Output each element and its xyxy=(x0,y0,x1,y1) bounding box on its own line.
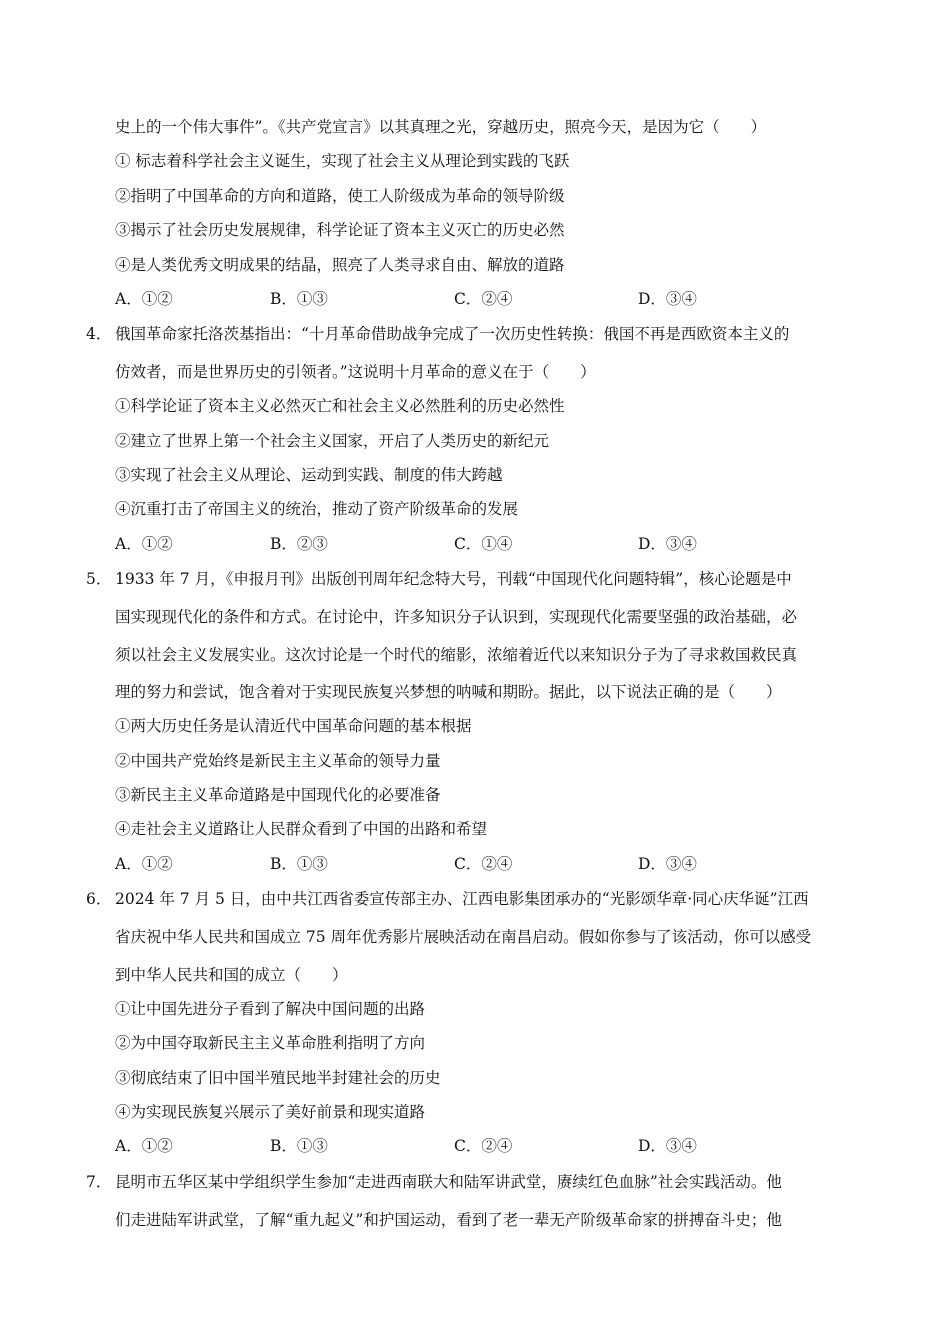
q6-item: ②为中国夺取新民主主义革命胜利指明了方向 xyxy=(115,1034,426,1052)
q5-item: ③新民主主义革命道路是中国现代化的必要准备 xyxy=(115,786,441,804)
q4-option-c: C．①④ xyxy=(454,535,513,553)
q4-item: ③实现了社会主义从理论、运动到实践、制度的伟大跨越 xyxy=(115,466,503,484)
q3-item: ②指明了中国革命的方向和道路，使工人阶级成为革命的领导阶级 xyxy=(115,187,565,205)
q4-stem-line: 俄国革命家托洛茨基指出：“十月革命借助战争完成了一次历史性转换：俄国不再是西欧资本主义的 xyxy=(115,325,790,343)
q4-option-a: A．①② xyxy=(115,535,173,553)
q3-item: ④是人类优秀文明成果的结晶，照亮了人类寻求自由、解放的道路 xyxy=(115,256,565,274)
q6-option-c: C．②④ xyxy=(454,1137,513,1155)
q6-option-d: D．③④ xyxy=(638,1137,697,1155)
q3-option-d: D．③④ xyxy=(638,290,697,308)
q3-item: ③揭示了社会历史发展规律，科学论证了资本主义灭亡的历史必然 xyxy=(115,221,565,239)
q6-stem-line: 到中华人民共和国的成立（ ） xyxy=(115,966,348,984)
q3-item: ① 标志着科学社会主义诞生，实现了社会主义从理论到实践的飞跃 xyxy=(115,152,570,170)
q6-option-a: A．①② xyxy=(115,1137,173,1155)
q6-item: ④为实现民族复兴展示了美好前景和现实道路 xyxy=(115,1103,426,1121)
q4-item: ④沉重打击了帝国主义的统治，推动了资产阶级革命的发展 xyxy=(115,500,519,518)
q5-stem-line: 1933 年 7 月，《申报月刊》出版创刊周年纪念特大号，刊载“中国现代化问题特辑”，核心论题是中 xyxy=(115,570,792,588)
q5-option-a: A．①② xyxy=(115,855,173,873)
q5-option-c: C．②④ xyxy=(454,855,513,873)
q6-stem-line: 省庆祝中华人民共和国成立 75 周年优秀影片展映活动在南昌启动。假如你参与了该活动，你可以感受 xyxy=(115,928,812,946)
q5-stem-line: 须以社会主义发展实业。这次讨论是一个时代的缩影，浓缩着近代以来知识分子为了寻求救国救民真 xyxy=(115,646,798,664)
q6-number: 6． xyxy=(86,890,112,908)
q5-option-b: B．①③ xyxy=(270,855,328,873)
q5-stem-line: 国实现现代化的条件和方式。在讨论中，许多知识分子认识到，实现现代化需要坚强的政治基础，必 xyxy=(115,608,798,626)
q3-stem-line: 史上的一个伟大事件”。《共产党宣言》以其真理之光，穿越历史，照亮今天，是因为它（ ） xyxy=(115,118,767,136)
q7-number: 7． xyxy=(86,1173,112,1191)
q6-item: ①让中国先进分子看到了解决中国问题的出路 xyxy=(115,1000,426,1018)
q5-item: ①两大历史任务是认清近代中国革命问题的基本根据 xyxy=(115,717,472,735)
q5-option-d: D．③④ xyxy=(638,855,697,873)
q5-item: ④走社会主义道路让人民群众看到了中国的出路和希望 xyxy=(115,820,488,838)
q6-stem-line: 2024 年 7 月 5 日，由中共江西省委宣传部主办、江西电影集团承办的“光影颂华章·同心庆华诞”江西 xyxy=(115,890,809,908)
q7-stem-line: 们走进陆军讲武堂，了解“重九起义”和护国运动，看到了老一辈无产阶级革命家的拼搏奋斗史；他 xyxy=(115,1211,782,1229)
q5-item: ②中国共产党始终是新民主主义革命的领导力量 xyxy=(115,752,441,770)
q3-option-b: B．①③ xyxy=(270,290,328,308)
q4-stem-line: 仿效者，而是世界历史的引领者。”这说明十月革命的意义在于（ ） xyxy=(115,363,596,381)
q4-option-b: B．②③ xyxy=(270,535,328,553)
q4-item: ②建立了世界上第一个社会主义国家，开启了人类历史的新纪元 xyxy=(115,432,550,450)
q3-option-a: A．①② xyxy=(115,290,173,308)
q7-stem-line: 昆明市五华区某中学组织学生参加“走进西南联大和陆军讲武堂，赓续红色血脉”社会实践活动。他 xyxy=(115,1173,782,1191)
q5-stem-line: 理的努力和尝试，饱含着对于实现民族复兴梦想的呐喊和期盼。据此，以下说法正确的是（ ） xyxy=(115,683,782,701)
q3-option-c: C．②④ xyxy=(454,290,513,308)
q4-item: ①科学论证了资本主义必然灭亡和社会主义必然胜利的历史必然性 xyxy=(115,397,565,415)
q5-number: 5． xyxy=(86,570,112,588)
q6-option-b: B．①③ xyxy=(270,1137,328,1155)
q6-item: ③彻底结束了旧中国半殖民地半封建社会的历史 xyxy=(115,1069,441,1087)
q4-number: 4． xyxy=(86,325,112,343)
q4-option-d: D．③④ xyxy=(638,535,697,553)
